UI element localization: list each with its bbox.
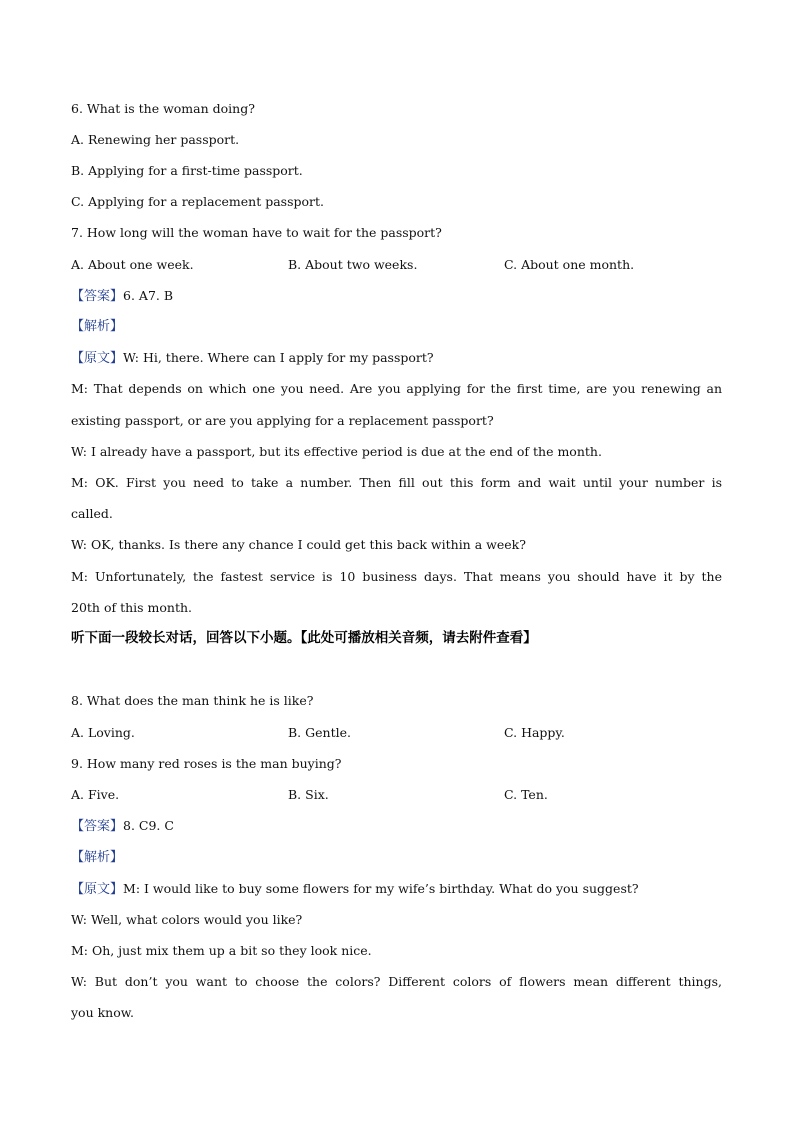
q6-option-c: C. Applying for a replacement passport. xyxy=(71,194,325,209)
q8-options xyxy=(71,725,722,741)
q9-options xyxy=(71,787,722,803)
transcript-2-line-1 xyxy=(71,881,639,898)
transcript-2-line-2: W: Well, what colors would you like? xyxy=(71,912,303,927)
q8-option-a: A. Loving. xyxy=(71,725,135,740)
q8-option-b: B. Gentle. xyxy=(288,725,351,740)
question-6: 6. What is the woman doing? xyxy=(71,101,255,116)
question-8: 8. What does the man think he is like? xyxy=(71,693,314,708)
transcript-text: W: Hi, there. Where can I apply for my passport? xyxy=(123,350,434,365)
q7-option-c: C. About one month. xyxy=(504,257,635,272)
q9-option-a: A. Five. xyxy=(71,787,120,802)
transcript-1-line-7: W: OK, thanks. Is there any chance I could get this back within a week? xyxy=(71,537,526,552)
transcript-1-line-4: W: I already have a passport, but its effective period is due at the end of the month. xyxy=(71,444,602,459)
transcript-2-line-3: M: Oh, just mix them up a bit so they look nice. xyxy=(71,943,372,958)
analysis-tag: 【解析】 xyxy=(71,319,124,334)
transcript-1-line-9: 20th of this month. xyxy=(71,600,193,615)
q8-option-c: C. Happy. xyxy=(504,725,565,740)
q6-option-b: B. Applying for a first-time passport. xyxy=(71,163,303,178)
answer-tag: 【答案】 xyxy=(71,819,124,834)
answer-line-2 xyxy=(71,818,174,835)
transcript-1-line-2: M: That depends on which one you need. Are you applying for the first time, are you renewing an xyxy=(71,381,722,396)
analysis-tag: 【解析】 xyxy=(71,850,124,865)
original-tag: 【原文】 xyxy=(71,882,124,897)
q7-option-a: A. About one week. xyxy=(71,257,194,272)
transcript-2-line-4: W: But don’t you want to choose the colors? Different colors of flowers mean different things, xyxy=(71,974,722,989)
q9-option-c: C. Ten. xyxy=(504,787,548,802)
answer-text: 8. C9. C xyxy=(123,818,174,833)
q6-option-a: A. Renewing her passport. xyxy=(71,132,240,147)
transcript-1-line-8: M: Unfortunately, the fastest service is 10 business days. That means you should have it by the xyxy=(71,569,722,584)
transcript-text: M: I would like to buy some flowers for my wife’s birthday. What do you suggest? xyxy=(123,881,639,896)
answer-tag: 【答案】 xyxy=(71,289,124,304)
transcript-1-line-1 xyxy=(71,350,434,367)
transcript-1-line-6: called. xyxy=(71,506,113,521)
q7-option-b: B. About two weeks. xyxy=(288,257,418,272)
transcript-2-line-5: you know. xyxy=(71,1005,134,1020)
analysis-line-1 xyxy=(71,318,123,335)
analysis-line-2 xyxy=(71,849,123,866)
question-7: 7. How long will the woman have to wait for the passport? xyxy=(71,225,442,240)
q9-option-b: B. Six. xyxy=(288,787,329,802)
answer-line-1 xyxy=(71,288,173,305)
transcript-1-line-5: M: OK. First you need to take a number. Then fill out this form and wait until your number is xyxy=(71,475,722,490)
transcript-1-line-3: existing passport, or are you applying for a replacement passport? xyxy=(71,413,494,428)
original-tag: 【原文】 xyxy=(71,351,124,366)
answer-text: 6. A7. B xyxy=(123,288,174,303)
listening-instruction: 听下面一段较长对话，回答以下小题。【此处可播放相关音频，请去附件查看】 xyxy=(71,630,537,646)
question-9: 9. How many red roses is the man buying? xyxy=(71,756,342,771)
q7-options xyxy=(71,257,722,273)
